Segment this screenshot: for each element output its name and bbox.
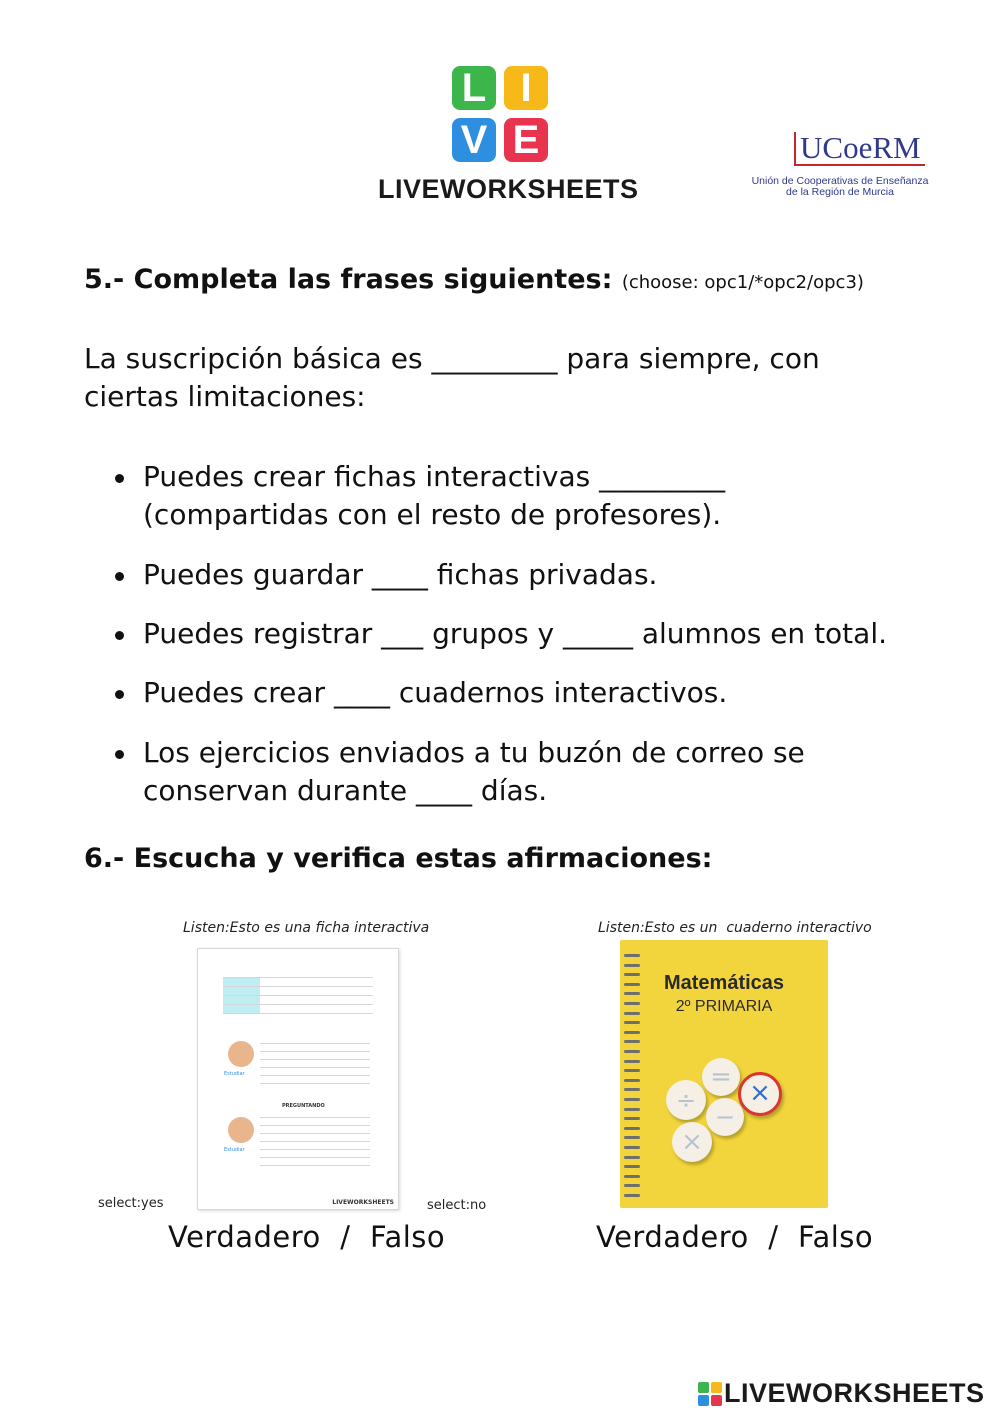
bullet-text: Puedes crear ____ cuadernos interactivos. bbox=[143, 676, 728, 709]
spiral-ring bbox=[624, 1156, 640, 1159]
liveworksheets-logo bbox=[378, 66, 639, 206]
true-false-answer-1[interactable]: Verdadero / Falso bbox=[168, 1220, 446, 1254]
ucoerm-logo bbox=[748, 128, 932, 208]
select-yes-label[interactable]: select:yes bbox=[98, 1196, 164, 1211]
sheet-footer-brand: LIVEWORKSHEETS bbox=[332, 1199, 394, 1206]
listen-prompt-1[interactable]: Listen:Esto es una ficha interactiva bbox=[183, 920, 430, 936]
spiral-ring bbox=[624, 1079, 640, 1082]
brand-name: LIVEWORKSHEETS bbox=[378, 174, 639, 204]
ucoerm-line1: Unión de Cooperativas de Enseñanza bbox=[751, 175, 929, 187]
bullet-dot bbox=[115, 572, 124, 581]
section6-title: 6.- Escucha y verifica estas afirmaciones: bbox=[84, 843, 713, 874]
intro-line-2: ciertas limitaciones: bbox=[84, 380, 366, 413]
bullet-dot bbox=[115, 750, 124, 759]
bullet-text: Los ejercicios enviados a tu buzón de correo se bbox=[143, 736, 805, 769]
student-avatar-1 bbox=[228, 1041, 254, 1067]
section5-title-row bbox=[84, 264, 964, 295]
footer-tile-e bbox=[711, 1395, 722, 1406]
footer-brand: LIVEWORKSHEETS bbox=[724, 1378, 985, 1408]
spiral-ring bbox=[624, 1117, 640, 1120]
select-no-label[interactable]: select:no bbox=[427, 1198, 487, 1213]
spiral-ring bbox=[624, 1108, 640, 1111]
spiral-ring bbox=[624, 1060, 640, 1063]
ucoerm-line2: de la Región de Murcia bbox=[786, 186, 894, 198]
section5-title: 5.- Completa las frases siguientes: bbox=[84, 264, 613, 295]
section5-bullets bbox=[143, 458, 973, 818]
bullet-item bbox=[143, 674, 727, 712]
footer-tile-l bbox=[698, 1382, 709, 1393]
footer-logo bbox=[698, 1380, 994, 1410]
spiral-ring bbox=[624, 1050, 640, 1053]
bullet-text: Puedes registrar ___ grupos y _____ alumnos en total. bbox=[143, 617, 887, 650]
ucoerm-text: UCoeRM bbox=[800, 130, 921, 165]
spiral-ring bbox=[624, 1021, 640, 1024]
spiral-ring bbox=[624, 1098, 640, 1101]
bullet-text-cont: conservan durante ____ días. bbox=[143, 774, 548, 807]
section5-hint: (choose: opc1/*opc2/opc3) bbox=[621, 272, 864, 293]
ucoerm-wordmark bbox=[794, 132, 925, 166]
logo-tile-v: V bbox=[452, 118, 496, 162]
student-label-1: Estudiar bbox=[224, 1071, 245, 1077]
math-coin-equals: − bbox=[706, 1098, 744, 1136]
intro-line-1: La suscripción básica es _________ para siempre, con bbox=[84, 342, 820, 375]
spiral-ring bbox=[624, 954, 640, 957]
math-coin-x: × bbox=[672, 1122, 712, 1162]
listen-prompt-2[interactable]: Listen:Esto es un cuaderno interactivo bbox=[598, 920, 872, 936]
spiral-ring bbox=[624, 964, 640, 967]
sheet-heading: PREGUNTANDO bbox=[282, 1103, 325, 1109]
bullet-dot bbox=[115, 474, 124, 483]
section5-intro bbox=[84, 340, 964, 416]
bullet-dot bbox=[115, 690, 124, 699]
spiral-ring bbox=[624, 1069, 640, 1072]
bullet-dot bbox=[115, 631, 124, 640]
notebook-title: Matemáticas bbox=[663, 972, 785, 994]
math-coin-divide: ÷ bbox=[666, 1080, 706, 1120]
spiral-ring bbox=[624, 1127, 640, 1130]
bullet-text: Puedes guardar ____ fichas privadas. bbox=[143, 558, 658, 591]
bullet-item bbox=[143, 615, 887, 653]
logo-tile-e: E bbox=[504, 118, 548, 162]
bullet-item bbox=[143, 458, 725, 534]
true-false-answer-2[interactable]: Verdadero / Falso bbox=[596, 1220, 874, 1254]
spiral-ring bbox=[624, 1194, 640, 1197]
bullet-text: Puedes crear fichas interactivas _________ bbox=[143, 460, 726, 493]
spiral-ring bbox=[624, 1031, 640, 1034]
student-label-2: Estudiar bbox=[224, 1147, 245, 1153]
spiral-ring bbox=[624, 1184, 640, 1187]
math-coin-times: × bbox=[738, 1072, 782, 1116]
math-coin-minus: = bbox=[702, 1058, 740, 1096]
worksheet-thumbnail bbox=[197, 948, 399, 1210]
bullet-text-cont: (compartidas con el resto de profesores). bbox=[143, 498, 722, 531]
spiral-ring bbox=[624, 1165, 640, 1168]
bullet-item bbox=[143, 734, 805, 810]
bullet-item bbox=[143, 556, 657, 594]
spiral-ring bbox=[624, 1175, 640, 1178]
notebook-cover bbox=[620, 940, 828, 1208]
footer-tile-i bbox=[711, 1382, 722, 1393]
notebook-subtitle: 2º PRIMARIA bbox=[675, 998, 773, 1015]
footer-tile-v bbox=[698, 1395, 709, 1406]
logo-tile-i: I bbox=[504, 66, 548, 110]
spiral-ring bbox=[624, 1040, 640, 1043]
spiral-ring bbox=[624, 1146, 640, 1149]
spiral-ring bbox=[624, 1088, 640, 1091]
logo-tile-l: L bbox=[452, 66, 496, 110]
student-avatar-2 bbox=[228, 1117, 254, 1143]
spiral-ring bbox=[624, 1136, 640, 1139]
